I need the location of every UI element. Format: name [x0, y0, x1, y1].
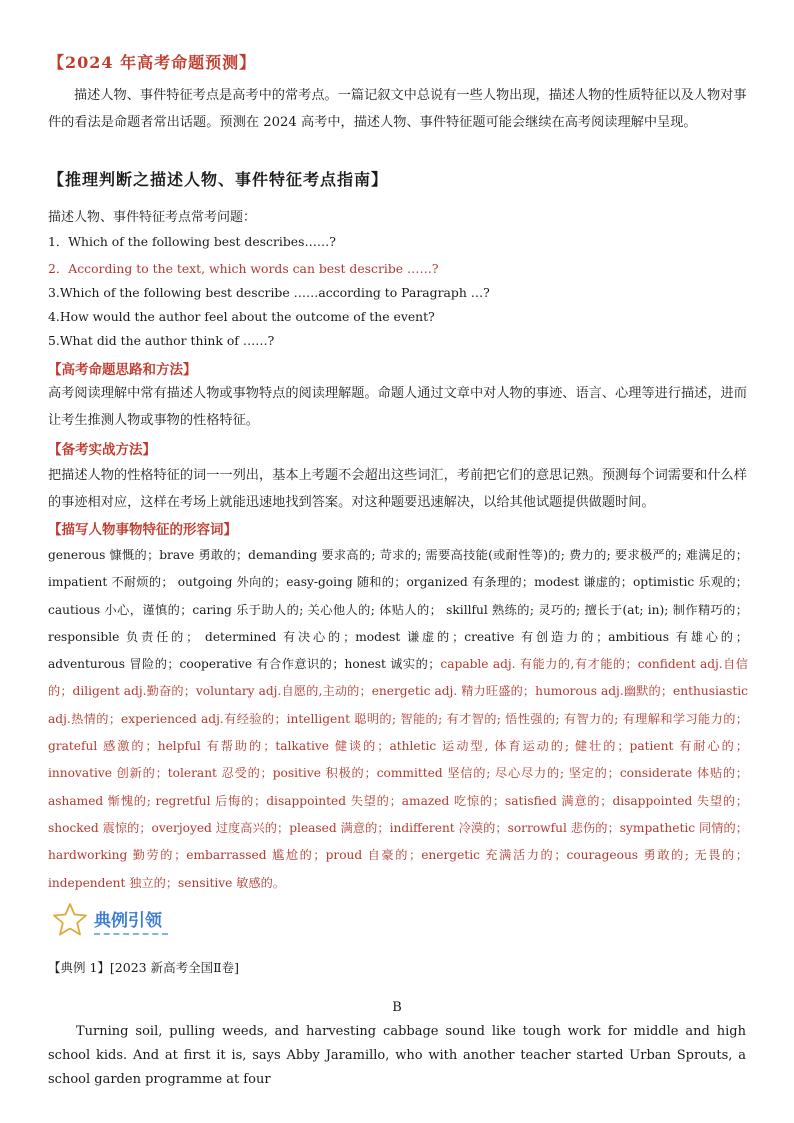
question-5: 5.What did the author think of ……?: [48, 333, 275, 348]
strategy-text: 把描述人物的性格特征的词一一列出，基本上考题不会超出这些词汇，考前把它们的意思记熟。预测每个词需要和什么样的事迹相对应，这样在考场上就能迅速地找到答案。对这种题要迅速解决，以给其他试题提供做题时间。: [48, 468, 747, 510]
section-underline: [94, 933, 168, 935]
prediction-title: 【2024 年高考命题预测】: [48, 53, 257, 72]
adjectives-part2: capable adj. 有能力的,有才能的；confident adj.自信的；diligent adj.勤奋的；voluntary adj.自愿的,主动的；energetic adj. 精力旺盛的；humorous adj.幽默的；enthusiastic adj.热情的；experienced adj.有经验的；intelligent 聪明的; 智能的; 有才智的; 悟性强的; 有智力的; 有理解和学习能力的；grateful 感激的；helpful 有帮助的；talkative 健谈的；athletic 运动型, 体育运动的; 健壮的；patient 有耐心的；innovative 创新的；tolerant 忍受的；positive 积极的；committed 坚信的; 尽心尽力的; 坚定的；considerate 体贴的；ashamed 惭愧的; regretful 后悔的；disappointed 失望的；amazed 吃惊的；satisfied 满意的；disappointed 失望的；shocked 震惊的；overjoyed 过度高兴的；pleased 满意的；indifferent 冷漠的；sorrowful 悲伤的；sympathetic 同情的；hardworking 勤劳的；embarrassed 尴尬的；proud 自豪的；energetic 充满活力的；courageous 勇敢的; 无畏的；independent 独立的；sensitive 敏感的。: [48, 657, 748, 890]
question-4: 4.How would the author feel about the outcome of the event?: [48, 309, 435, 324]
question-2: 2．According to the text, which words can best describe ……?: [48, 261, 439, 276]
question-3: 3.Which of the following best describe ……according to Paragraph …?: [48, 285, 490, 300]
strategy-title: 【备考实战方法】: [48, 442, 156, 458]
passage-letter: B: [392, 1000, 402, 1015]
adjectives-part1: generous 慷慨的；brave 勇敢的；demanding 要求高的; 苛求的; 需要高技能(或耐性等)的; 费力的; 要求极严的; 难满足的；impatient 不耐烦的； outgoing 外向的；easy-going 随和的；organized 有条理的；modest 谦虚的；optimistic 乐观的；cautious 小心，谨慎的；caring 乐于助人的; 关心他人的; 体贴人的； skillful 熟练的; 灵巧的; 擅长于(at; in); 制作精巧的；responsible 负责任的； determined 有决心的；modest 谦虚的；creative 有创造力的；ambitious 有雄心的；adventurous 冒险的；cooperative 有合作意识的；honest 诚实的；: [48, 548, 748, 672]
example-label: 【典例 1】[2023 新高考全国Ⅱ卷]: [48, 960, 239, 975]
method-title: 【高考命题思路和方法】: [48, 362, 197, 378]
method-text: 高考阅读理解中常有描述人物或事物特点的阅读理解题。命题人通过文章中对人物的事迹、语言、心理等进行描述，进而让考生推测人物或事物的性格特征。: [48, 386, 747, 428]
prediction-paragraph: 描述人物、事件特征考点是高考中的常考点。一篇记叙文中总说有一些人物出现，描述人物的性质特征以及人物对事件的看法是命题者常出话题。预测在 2024 高考中，描述人物、事件特征题可能会继续在高考阅读理解中呈现。: [48, 88, 747, 130]
guide-title: 【推理判断之描述人物、事件特征考点指南】: [48, 170, 389, 189]
adjectives-list: [48, 542, 748, 897]
star-icon: [52, 902, 88, 936]
passage-text: Turning soil, pulling weeds, and harvesting cabbage sound like tough work for middle and high school kids. And at first it is, says Abby Jaramillo, who with another teacher started Urban Sprouts, a school garden programme at four: [48, 1024, 746, 1087]
section-title: 典例引领: [94, 911, 162, 931]
adjectives-title: 【描写人物事物特征的形容词】: [48, 522, 237, 538]
question-1: 1．Which of the following best describes……?: [48, 234, 336, 249]
guide-intro: 描述人物、事件特征考点常考问题：: [48, 210, 257, 225]
